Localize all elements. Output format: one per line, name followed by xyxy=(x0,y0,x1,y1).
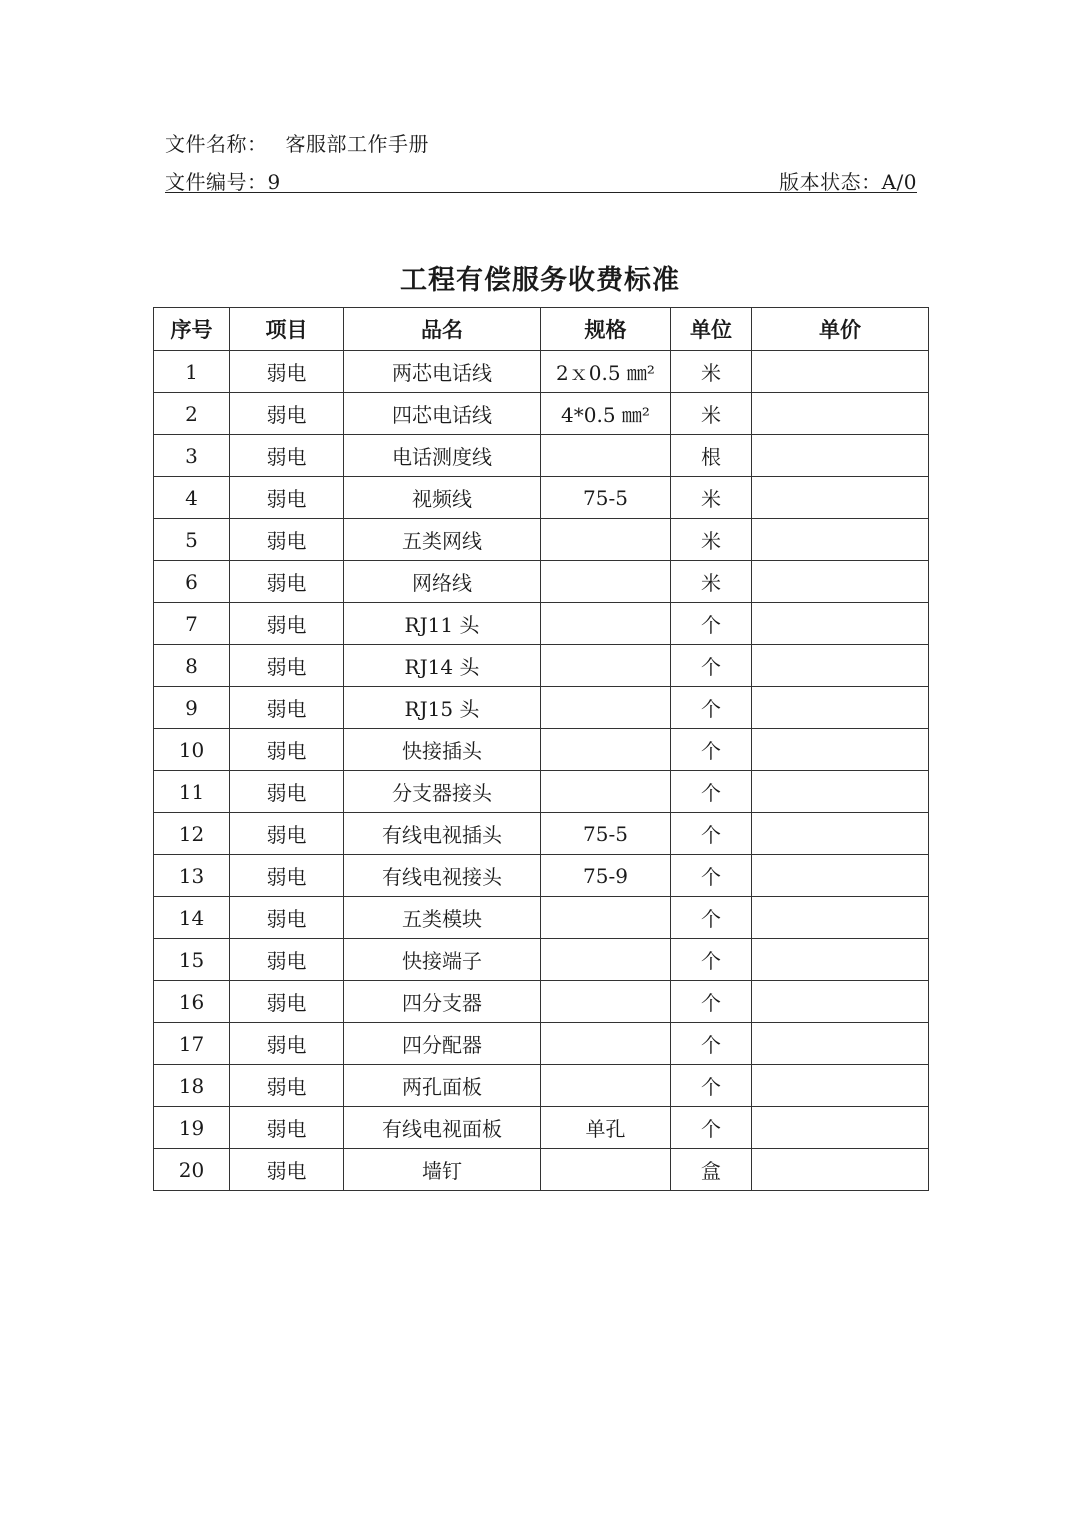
version-status xyxy=(779,166,917,192)
cell-unit: 米 xyxy=(671,351,752,393)
col-header-price: 单价 xyxy=(752,308,929,351)
cell-item: 弱电 xyxy=(230,729,344,771)
cell-name: RJ15 头 xyxy=(344,687,541,729)
cell-unit: 个 xyxy=(671,603,752,645)
cell-no: 7 xyxy=(154,603,230,645)
cell-unit: 个 xyxy=(671,813,752,855)
cell-price xyxy=(752,561,929,603)
table-row xyxy=(154,687,929,729)
file-name-value: 客服部工作手册 xyxy=(285,132,429,156)
cell-spec xyxy=(541,981,671,1023)
file-name-label: 文件名称： xyxy=(165,132,268,156)
cell-price xyxy=(752,477,929,519)
cell-item: 弱电 xyxy=(230,1107,344,1149)
header-file-info xyxy=(165,166,917,193)
cell-spec: 75-5 xyxy=(541,477,671,519)
cell-no: 15 xyxy=(154,939,230,981)
cell-unit: 米 xyxy=(671,519,752,561)
cell-item: 弱电 xyxy=(230,897,344,939)
cell-name: 有线电视插头 xyxy=(344,813,541,855)
cell-spec: 75-5 xyxy=(541,813,671,855)
cell-no: 19 xyxy=(154,1107,230,1149)
version-label: 版本状态： xyxy=(779,170,882,194)
cell-no: 1 xyxy=(154,351,230,393)
cell-item: 弱电 xyxy=(230,687,344,729)
table-row xyxy=(154,1149,929,1191)
table-row xyxy=(154,645,929,687)
table-row xyxy=(154,561,929,603)
cell-item: 弱电 xyxy=(230,645,344,687)
cell-item: 弱电 xyxy=(230,855,344,897)
cell-name: 快接端子 xyxy=(344,939,541,981)
cell-spec: 2ｘ0.5 ㎜² xyxy=(541,351,671,393)
cell-price xyxy=(752,939,929,981)
cell-no: 4 xyxy=(154,477,230,519)
header-file-name xyxy=(165,128,917,158)
document-title: 工程有偿服务收费标准 xyxy=(400,265,680,296)
cell-unit: 米 xyxy=(671,477,752,519)
version-value: A/0 xyxy=(881,170,917,194)
table-row xyxy=(154,813,929,855)
cell-price xyxy=(752,1065,929,1107)
table-row xyxy=(154,1107,929,1149)
cell-spec xyxy=(541,687,671,729)
table-row xyxy=(154,477,929,519)
cell-no: 18 xyxy=(154,1065,230,1107)
col-header-unit: 单位 xyxy=(671,308,752,351)
cell-name: 五类模块 xyxy=(344,897,541,939)
cell-name: 五类网线 xyxy=(344,519,541,561)
cell-no: 9 xyxy=(154,687,230,729)
col-header-name: 品名 xyxy=(344,308,541,351)
cell-price xyxy=(752,981,929,1023)
cell-unit: 米 xyxy=(671,561,752,603)
cell-item: 弱电 xyxy=(230,477,344,519)
col-header-item: 项目 xyxy=(230,308,344,351)
cell-item: 弱电 xyxy=(230,1023,344,1065)
cell-name: 有线电视接头 xyxy=(344,855,541,897)
file-number xyxy=(165,166,281,192)
cell-item: 弱电 xyxy=(230,351,344,393)
table-row xyxy=(154,519,929,561)
cell-spec xyxy=(541,729,671,771)
cell-name: 四芯电话线 xyxy=(344,393,541,435)
table-row xyxy=(154,981,929,1023)
cell-price xyxy=(752,393,929,435)
table-row xyxy=(154,393,929,435)
cell-name: 分支器接头 xyxy=(344,771,541,813)
cell-price xyxy=(752,855,929,897)
cell-no: 10 xyxy=(154,729,230,771)
cell-spec xyxy=(541,561,671,603)
cell-spec xyxy=(541,771,671,813)
cell-unit: 个 xyxy=(671,1107,752,1149)
cell-name: 四分配器 xyxy=(344,1023,541,1065)
cell-name: 墙钉 xyxy=(344,1149,541,1191)
cell-unit: 个 xyxy=(671,729,752,771)
cell-name: 网络线 xyxy=(344,561,541,603)
cell-name: 两孔面板 xyxy=(344,1065,541,1107)
cell-price xyxy=(752,687,929,729)
cell-no: 3 xyxy=(154,435,230,477)
cell-unit: 个 xyxy=(671,645,752,687)
cell-unit: 个 xyxy=(671,939,752,981)
cell-unit: 个 xyxy=(671,855,752,897)
cell-name: 四分支器 xyxy=(344,981,541,1023)
cell-spec: 4*0.5 ㎜² xyxy=(541,393,671,435)
cell-price xyxy=(752,813,929,855)
cell-no: 20 xyxy=(154,1149,230,1191)
cell-unit: 个 xyxy=(671,1023,752,1065)
cell-unit: 个 xyxy=(671,1065,752,1107)
cell-item: 弱电 xyxy=(230,1149,344,1191)
cell-unit: 盒 xyxy=(671,1149,752,1191)
cell-no: 6 xyxy=(154,561,230,603)
cell-unit: 个 xyxy=(671,687,752,729)
table-body xyxy=(154,351,929,1191)
cell-item: 弱电 xyxy=(230,435,344,477)
cell-spec xyxy=(541,1065,671,1107)
cell-name: 两芯电话线 xyxy=(344,351,541,393)
cell-spec xyxy=(541,519,671,561)
cell-no: 13 xyxy=(154,855,230,897)
cell-spec xyxy=(541,435,671,477)
cell-spec: 单孔 xyxy=(541,1107,671,1149)
cell-spec xyxy=(541,645,671,687)
cell-no: 5 xyxy=(154,519,230,561)
table-row xyxy=(154,351,929,393)
cell-name: 视频线 xyxy=(344,477,541,519)
cell-item: 弱电 xyxy=(230,1065,344,1107)
cell-item: 弱电 xyxy=(230,393,344,435)
cell-no: 16 xyxy=(154,981,230,1023)
cell-item: 弱电 xyxy=(230,771,344,813)
cell-no: 2 xyxy=(154,393,230,435)
cell-unit: 根 xyxy=(671,435,752,477)
cell-unit: 个 xyxy=(671,981,752,1023)
table-row xyxy=(154,771,929,813)
cell-no: 11 xyxy=(154,771,230,813)
cell-item: 弱电 xyxy=(230,981,344,1023)
table-row xyxy=(154,435,929,477)
col-header-no: 序号 xyxy=(154,308,230,351)
cell-price xyxy=(752,729,929,771)
cell-name: 有线电视面板 xyxy=(344,1107,541,1149)
cell-item: 弱电 xyxy=(230,939,344,981)
cell-unit: 米 xyxy=(671,393,752,435)
cell-price xyxy=(752,603,929,645)
cell-price xyxy=(752,897,929,939)
cell-spec xyxy=(541,1149,671,1191)
table-header-row xyxy=(154,308,929,351)
file-number-value: 9 xyxy=(267,170,281,194)
cell-name: 快接插头 xyxy=(344,729,541,771)
cell-price xyxy=(752,771,929,813)
cell-no: 14 xyxy=(154,897,230,939)
cell-price xyxy=(752,519,929,561)
cell-price xyxy=(752,1107,929,1149)
cell-price xyxy=(752,435,929,477)
cell-spec xyxy=(541,1023,671,1065)
cell-item: 弱电 xyxy=(230,813,344,855)
table-row xyxy=(154,897,929,939)
cell-item: 弱电 xyxy=(230,603,344,645)
cell-spec xyxy=(541,897,671,939)
table-row xyxy=(154,729,929,771)
table-row xyxy=(154,1065,929,1107)
cell-no: 17 xyxy=(154,1023,230,1065)
cell-spec xyxy=(541,939,671,981)
cell-price xyxy=(752,645,929,687)
cell-unit: 个 xyxy=(671,771,752,813)
cell-price xyxy=(752,1023,929,1065)
cell-price xyxy=(752,351,929,393)
cell-unit: 个 xyxy=(671,897,752,939)
fee-table xyxy=(153,307,929,1191)
cell-name: RJ14 头 xyxy=(344,645,541,687)
table-row xyxy=(154,855,929,897)
cell-name: 电话测度线 xyxy=(344,435,541,477)
cell-spec: 75-9 xyxy=(541,855,671,897)
cell-no: 8 xyxy=(154,645,230,687)
table-row xyxy=(154,603,929,645)
cell-name: RJ11 头 xyxy=(344,603,541,645)
cell-item: 弱电 xyxy=(230,519,344,561)
table-row xyxy=(154,939,929,981)
col-header-spec: 规格 xyxy=(541,308,671,351)
cell-item: 弱电 xyxy=(230,561,344,603)
cell-no: 12 xyxy=(154,813,230,855)
cell-spec xyxy=(541,603,671,645)
cell-price xyxy=(752,1149,929,1191)
file-number-label: 文件编号： xyxy=(165,170,268,194)
table-row xyxy=(154,1023,929,1065)
